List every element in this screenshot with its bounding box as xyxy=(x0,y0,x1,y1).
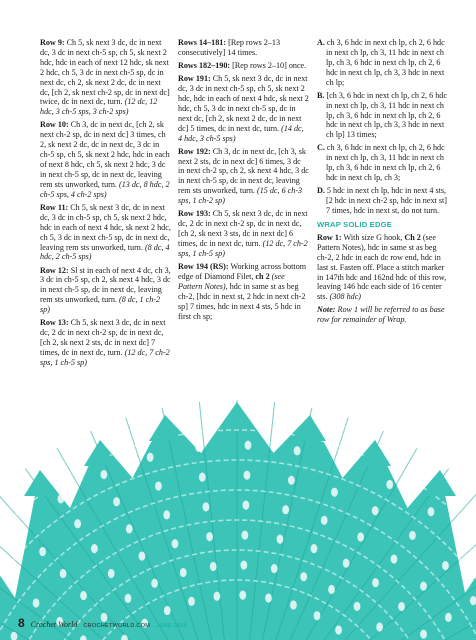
note-paragraph: Note: Row 1 will be referred to as base row for remainder of Wrap. xyxy=(317,305,445,325)
lace-hole xyxy=(314,611,321,620)
lace-hole xyxy=(300,572,307,581)
lace-hole xyxy=(386,480,393,489)
row-191-instructions: Row 191: Ch 5, sk next 3 dc, dc in next dc, 3 dc in next ch-5 sp, ch 5, sk next 2 hdc, hdc in each of next 4 hdc, sk next 2 hdc, ch 5, 3 dc in next ch-5 sp, dc in next dc, [ch 2, sk next 2 dc, dc in next dc] 5 times, dc in next dc, turn. (14 dc, 4 hdc, 3 ch-5 sps) xyxy=(178,74,309,143)
lace-hole xyxy=(39,547,46,556)
lace-hole xyxy=(328,585,335,594)
lace-peak xyxy=(359,440,391,466)
lace-hole xyxy=(213,592,220,601)
row-10-instructions: Row 10: Ch 3, dc in next dc, [ch 2, sk next ch-2 sp, dc in next dc] 3 times, ch 2, sk next 2 dc, dc in next dc, 3 dc in ch-5 sp, ch 5, sk next 2 hdc, hdc in each of next 8 hdc, ch 5, sk next 2 hdc, 3 dc in next ch-5 sp, dc in next dc, leaving rem sts unworked, turn. (13 dc, 8 hdc, 2 ch-5 sps, 4 ch-2 sps) xyxy=(40,120,170,199)
lace-hole xyxy=(445,613,452,622)
lace-hole xyxy=(420,630,427,639)
lace-hole xyxy=(91,544,98,553)
lace-hole xyxy=(180,568,187,577)
rows-182-190-instructions: Rows 182–190: [Rep rows 2–10] once. xyxy=(178,61,307,70)
lace-hole xyxy=(311,544,318,553)
lace-hole xyxy=(271,564,278,573)
lace-hole xyxy=(420,581,427,590)
lace-hole xyxy=(210,562,217,571)
lace-hole xyxy=(163,510,170,519)
lace-hole xyxy=(164,606,171,615)
lace-hole xyxy=(241,531,248,540)
lace-hole xyxy=(74,519,81,528)
lace-hole xyxy=(354,602,361,611)
lace-hole xyxy=(343,559,350,568)
lace-body xyxy=(0,402,476,640)
lace-hole xyxy=(372,506,379,515)
lace-hole xyxy=(335,625,342,634)
page-footer xyxy=(18,616,187,630)
lace-peak xyxy=(424,470,456,496)
lace-hole xyxy=(321,516,328,525)
lace-hole xyxy=(203,502,210,511)
lace-hole xyxy=(294,446,301,455)
lace-hole xyxy=(288,476,295,485)
lace-hole xyxy=(331,488,338,497)
wrap-row-1-instructions: Row 1: With size G hook, Ch 2 (see Pattern Notes), hdc in same st as beg ch-2, 2 hdc in each dc row end, hdc in last st. Fasten off. Place a stitch marker in 147th hdc and 162nd hdc of this row, leaving 146 hdc each side of 16 center sts. (308 hdc) xyxy=(317,232,447,302)
lace-hole xyxy=(151,579,158,588)
lace-hole xyxy=(199,473,206,482)
lace-hole xyxy=(391,554,398,563)
lace-hole xyxy=(398,602,405,611)
lace-hole xyxy=(9,580,16,589)
lace-hole xyxy=(113,497,120,506)
lace-hole xyxy=(239,591,246,600)
lace-hole xyxy=(409,531,416,540)
step-b: B. [ch 3, 6 hdc in next ch lp, ch 2, 6 hdc in next ch lp, ch 3, 11 hdc in next ch lp, ch 3, 6 hdc in next ch lp, ch 2, 6 hdc in next ch lp, ch 3, 3 hdc in next ch lp] 13 times; xyxy=(317,90,447,140)
lace-peak xyxy=(221,402,253,428)
lace-hole xyxy=(357,532,364,541)
page-number: 8 xyxy=(18,616,25,630)
step-a: A. ch 3, 6 hdc in next ch lp, ch 2, 6 hdc in next ch lp, ch 3, 11 hdc in next ch lp, ch 3, 6 hdc in next ch lp, ch 2, 6 hdc in next ch lp, ch 3, 3 hdc in next ch lp; xyxy=(317,38,445,87)
lace-hole xyxy=(341,459,348,468)
magazine-brand: Crochet World xyxy=(30,620,78,629)
lace-hole xyxy=(147,453,154,462)
lace-hole xyxy=(206,532,213,541)
column-right xyxy=(317,38,448,328)
row-12-instructions: Row 12: Sl st in each of next 4 dc, ch 3, 3 dc in ch-5 sp, ch 2, sk next 4 hdc, 3 dc in next ch-5 sp, dc in next dc, leaving rem sts unworked, turn. (8 dc, 1 ch-2 sp) xyxy=(40,265,171,315)
lace-hole xyxy=(80,591,87,600)
issue-date: JUNE 2016 xyxy=(156,623,188,629)
lace-hole xyxy=(188,597,195,606)
lace-hole xyxy=(376,622,383,631)
step-c: C. ch 3, 6 hdc in next ch lp, ch 2, 6 hdc in next ch lp, ch 3, 11 hdc in next ch lp, ch 3, 6 hdc in next ch lp, ch 2, 6 hdc in next ch lp, ch 3; xyxy=(317,143,445,183)
lace-hole xyxy=(244,471,251,480)
lace-hole xyxy=(428,507,435,516)
lace-peak xyxy=(84,440,116,466)
lace-hole xyxy=(195,443,202,452)
lace-hole xyxy=(277,535,284,544)
row-192-instructions: Row 192: Ch 3, dc in next dc, [ch 3, sk next 2 sts, dc in next dc] 6 times, 3 dc in next ch-2 sp, ch 2, sk next 4 hdc, 3 dc in next ch-5 sp, dc in next dc, leaving rem sts unworked, turn. (15 dc, 6 ch-3 sps, 1 ch-2 sp) xyxy=(178,146,309,206)
lace-hole xyxy=(442,561,449,570)
lace-hole xyxy=(125,594,132,603)
lace-hole xyxy=(126,524,133,533)
row-13-instructions: Row 13: Ch 5, sk next 3 dc, dc in next dc, 2 dc in next ch-2 sp, dc in next dc, [ch 2, sk next 2 sts, dc in next dc] 7 times, dc in next dc, turn. (12 dc, 7 ch-2 sps, 1 ch-5 sp) xyxy=(40,318,170,367)
lace-hole xyxy=(100,470,107,479)
lace-hole xyxy=(372,578,379,587)
lace-hole xyxy=(19,525,26,534)
column-middle xyxy=(178,38,309,325)
lace-hole xyxy=(57,494,64,503)
lace-hole xyxy=(282,505,289,514)
lace-hole xyxy=(265,593,272,602)
lace-hole xyxy=(60,569,67,578)
lace-hole xyxy=(240,561,247,570)
rows-14-181-instructions: Rows 14–181: [Rep rows 2–13 consecutively] 14 times. xyxy=(178,38,281,57)
lace-hole xyxy=(464,541,471,550)
row-11-instructions: Row 11: Ch 5, sk next 3 dc, dc in next dc, 3 dc in ch-5 sp, ch 5, sk next 2 hdc, hdc in each of next 4 hdc, sk next 2 hdc, ch 5, 3 dc in next ch-5 sp, dc in next dc, leaving rem sts unworked, turn. (8 dc, 4 hdc, 2 ch-5 sps) xyxy=(40,202,171,262)
website-label: CROCHETWORLD.COM xyxy=(83,623,151,629)
section-heading-wrap-solid-edge: WRAP SOLID EDGE xyxy=(317,219,393,229)
lace-hole xyxy=(172,539,179,548)
lace-hole xyxy=(155,481,162,490)
column-left xyxy=(40,38,171,371)
lace-hole xyxy=(33,598,40,607)
lace-hole xyxy=(290,600,297,609)
row-194-instructions: Row 194 (RS): Working across bottom edge of Diamond Filet, ch 2 (see Pattern Notes), hdc in same st as beg ch-2, [hdc in next st, 2 hdc in next ch-2 sp] 7 times, hdc in next 4 sts, 5 hdc in first ch sp; xyxy=(178,261,307,321)
lace-hole xyxy=(139,551,146,560)
lace-hole xyxy=(242,501,249,510)
step-d: D. 5 hdc in next ch lp, hdc in next 4 sts, [2 hdc in next ch-2 sp, hdc in next st] 7 times, hdc in next st, do not turn. xyxy=(317,186,447,216)
lace-hole xyxy=(245,441,252,450)
row-9-instructions: Row 9: Ch 5, sk next 3 dc, dc in next dc, 3 dc in next ch-5 sp, ch 5, sk next 2 hdc, hdc in each of next 12 hdc, sk next 2 hdc, ch 5, 3 dc in next ch-5 sp, dc in next dc, ch 2, sk next 2 dc, dc in next dc, [ch 2, sk next ch-2 sp, dc in next dc] twice, dc in next dc, turn. (12 dc, 12 hdc, 3 ch-5 sps, 3 ch-2 sps) xyxy=(40,38,170,117)
row-193-instructions: Row 193: Ch 5, sk next 3 dc, dc in next dc, 2 dc in next ch-2 sp, dc in next dc, [ch 2, sk next 3 sts, dc in next dc] 6 times, dc in next dc, turn. (12 dc, 7 ch-2 sps, 1 ch-5 sp) xyxy=(178,209,308,258)
lace-hole xyxy=(108,569,115,578)
